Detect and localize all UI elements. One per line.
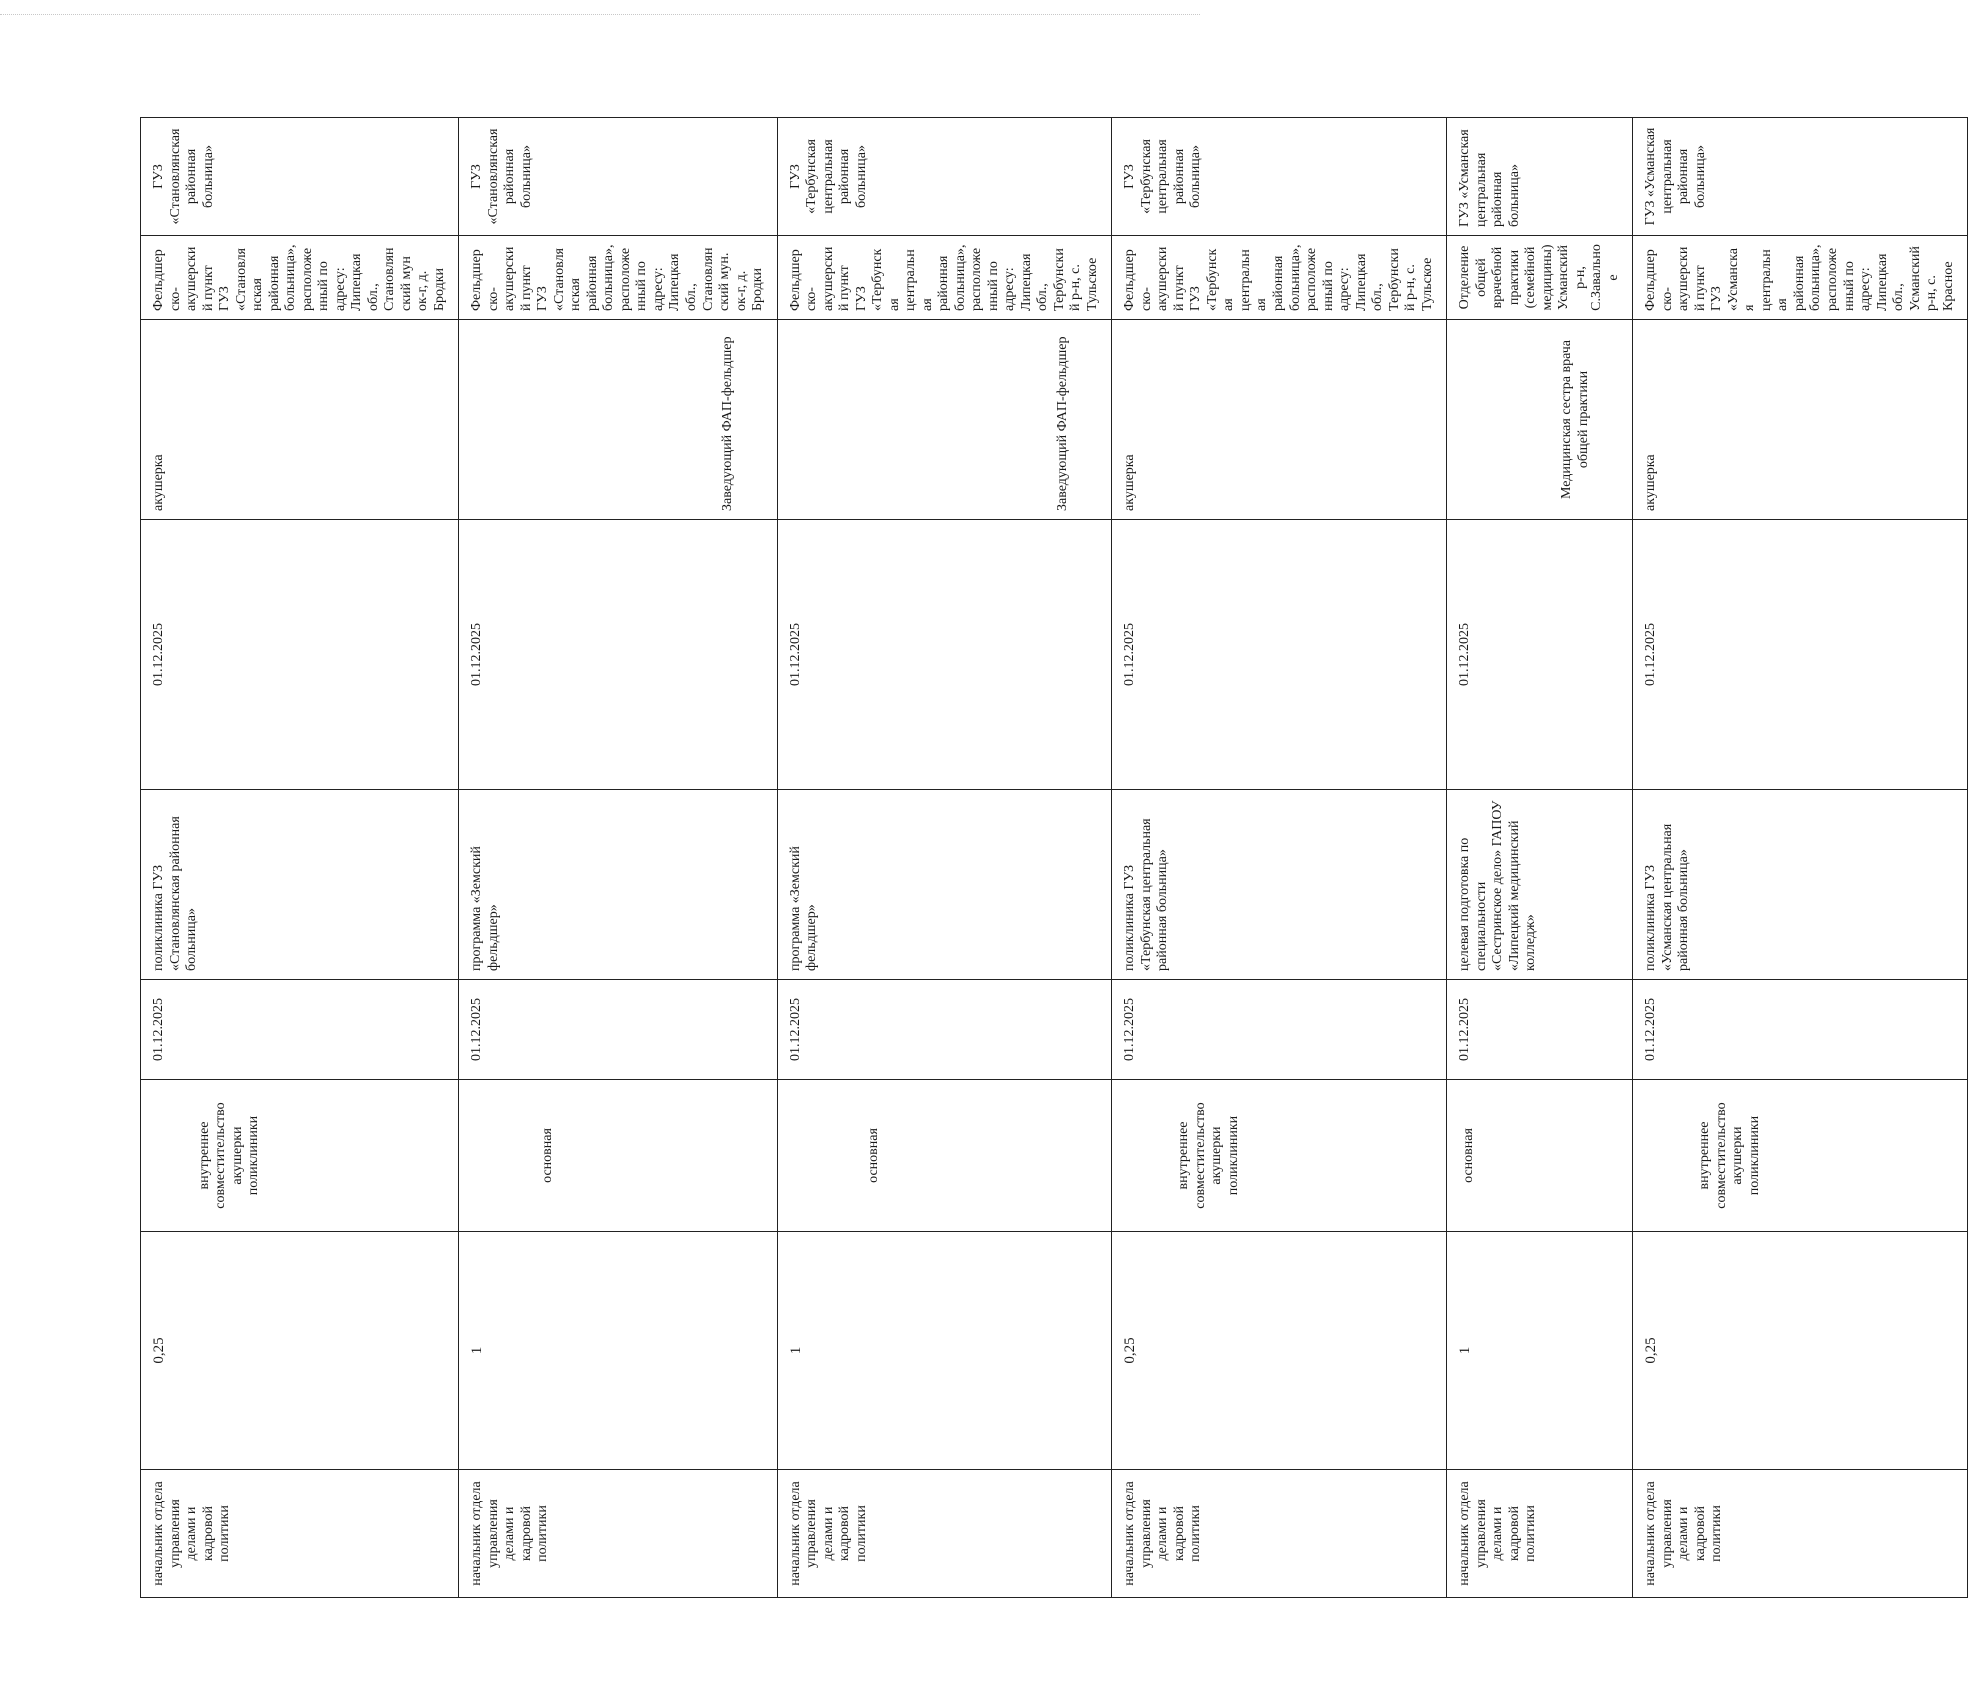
cell-organization [1112,118,1447,236]
cell-program [1633,790,1968,980]
rate-value: 0,25 [1122,1337,1139,1364]
cell-date-to [1112,980,1447,1080]
cell-date-from [777,520,1112,790]
employment-type-text: внутреннее совместительство акушерки поликлиники [1697,1102,1762,1209]
date-to-value: 01.12.2025 [1457,998,1473,1061]
cell-date-to [1633,980,1968,1080]
rotated-page [140,118,1956,1598]
cell-rate [459,1232,777,1470]
cell-date-to [459,980,777,1080]
date-from-value: 01.12.2025 [1643,623,1659,686]
position-text: акушерка [151,454,166,511]
rate-value: 0,25 [1643,1337,1660,1364]
responsible-text: начальник отдела управления делами и кадровой политики [787,1481,869,1586]
program-text: поликлиника ГУЗ «Тербунская центральная районная больница» [1122,818,1171,971]
organization-text: ГУЗ «Тербунская центральная районная больница» [1122,139,1204,214]
cell-responsible [777,1470,1112,1598]
cell-organization [141,118,459,236]
table-row [777,118,1112,1598]
scan-edge-line [0,14,1200,15]
cell-employment-type [141,1080,459,1232]
cell-organization [1447,118,1633,236]
table-row [1447,118,1633,1598]
employment-type-text: основная [539,1128,555,1183]
subdivision-text: Отделение общей врачебной практики (семейной медицины) Усманский р-н, С.Завальное [1457,244,1621,311]
date-from-value: 01.12.2025 [1122,623,1138,686]
position-text: Медицинская сестра врача общей практики [1559,339,1591,500]
cell-program [459,790,777,980]
cell-program [1447,790,1633,980]
responsible-text: начальник отдела управления делами и кадровой политики [1643,1481,1725,1586]
responsible-text: начальник отдела управления делами и кадровой политики [469,1481,551,1586]
date-from-value: 01.12.2025 [469,623,485,686]
employment-type-text: основная [866,1128,882,1183]
date-to-value: 01.12.2025 [1643,998,1659,1061]
responsible-text: начальник отдела управления делами и кадровой политики [1122,1481,1204,1586]
date-to-value: 01.12.2025 [151,998,166,1061]
program-text: программа «Земский фельдшер» [787,846,820,971]
table-area [140,118,1956,1598]
cell-employment-type [1447,1080,1633,1232]
cell-responsible [1447,1470,1633,1598]
cell-employment-type [777,1080,1112,1232]
cell-rate [141,1232,459,1470]
table-row [459,118,777,1598]
cell-employment-type [459,1080,777,1232]
cell-rate [1447,1232,1633,1470]
cell-date-from [141,520,459,790]
vacancy-table [140,117,1968,1598]
organization-text: ГУЗ «Становлянская районная больница» [151,128,216,225]
position-text: акушерка [1643,454,1659,511]
cell-program [777,790,1112,980]
cell-employment-type [1633,1080,1968,1232]
cell-position [141,320,459,520]
organization-text: ГУЗ «Тербунская центральная районная больница» [787,139,869,214]
cell-rate [1112,1232,1447,1470]
organization-text: ГУЗ «Усманская центральная районная больница» [1457,129,1522,227]
cell-date-from [1112,520,1447,790]
cell-organization [777,118,1112,236]
date-from-value: 01.12.2025 [787,623,803,686]
cell-responsible [1633,1470,1968,1598]
cell-organization [459,118,777,236]
rate-value: 1 [469,1346,486,1355]
cell-date-from [1447,520,1633,790]
program-text: поликлиника ГУЗ «Становлянская районная больница» [151,816,200,971]
cell-employment-type [1112,1080,1447,1232]
cell-date-from [459,520,777,790]
cell-subdivision [1112,236,1447,320]
cell-position [1447,320,1633,520]
cell-date-to [777,980,1112,1080]
organization-text: ГУЗ «Усманская центральная районная больница» [1643,127,1708,226]
position-text: акушерка [1122,454,1138,511]
position-text: Заведующий ФАП-фельдшер [1054,336,1070,511]
date-from-value: 01.12.2025 [1457,623,1473,686]
subdivision-text: Фельдшерско-акушерский пункт ГУЗ «Становлянская районная больница», расположенный по адресу: Липецкая обл., Становлянский мун. ок-г, д. Бродки [469,244,766,311]
cell-organization [1633,118,1968,236]
subdivision-text: Фельдшерско-акушерский пункт ГУЗ «Становлянская районная больница», расположенный по адресу: Липецкая обл., Становлянский мун ок-г, д. Бродки [151,244,447,311]
responsible-text: начальник отдела управления делами и кадровой политики [1457,1481,1539,1586]
cell-responsible [1112,1470,1447,1598]
table-row [1633,118,1968,1598]
rate-value: 0,25 [151,1337,167,1364]
employment-type-text: основная [1461,1128,1477,1183]
organization-text: ГУЗ «Становлянская районная больница» [469,128,534,225]
cell-subdivision [777,236,1112,320]
table-row [141,118,459,1598]
cell-responsible [141,1470,459,1598]
cell-date-to [1447,980,1633,1080]
cell-subdivision [459,236,777,320]
cell-date-to [141,980,459,1080]
cell-program [1112,790,1447,980]
table-body [141,118,1968,1598]
date-from-value: 01.12.2025 [151,623,166,686]
date-to-value: 01.12.2025 [469,998,485,1061]
program-text: программа «Земский фельдшер» [469,846,501,971]
cell-responsible [459,1470,777,1598]
subdivision-text: Фельдшерско-акушерский пункт ГУЗ «Тербунская центральная районная больница», расположенный по адресу: Липецкая обл., Тербунский р-н, с. Тульское [787,244,1100,311]
subdivision-text: Фельдшерско-акушерский пункт ГУЗ «Усманская центральная районная больница», расположенный по адресу: Липецкая обл., Усманский р-н, с. Красное [1643,244,1956,311]
cell-position [1112,320,1447,520]
cell-position [777,320,1112,520]
cell-date-from [1633,520,1968,790]
cell-subdivision [141,236,459,320]
cell-rate [777,1232,1112,1470]
date-to-value: 01.12.2025 [1122,998,1138,1061]
responsible-text: начальник отдела управления делами и кадровой политики [151,1481,233,1586]
cell-subdivision [1447,236,1633,320]
employment-type-text: внутреннее совместительство акушерки поликлиники [1176,1102,1241,1209]
cell-position [459,320,777,520]
program-text: поликлиника ГУЗ «Усманская центральная районная больница» [1643,823,1692,971]
employment-type-text: внутреннее совместительство акушерки поликлиники [196,1102,262,1209]
date-to-value: 01.12.2025 [787,998,803,1061]
rate-value: 1 [787,1346,804,1355]
position-text: Заведующий ФАП-фельдшер [720,336,736,511]
subdivision-text: Фельдшерско-акушерский пункт ГУЗ «Тербунская центральная районная больница», расположенный по адресу: Липецкая обл., Тербунский р-н, с. Тульское [1122,244,1435,311]
cell-rate [1633,1232,1968,1470]
cell-subdivision [1633,236,1968,320]
table-row [1112,118,1447,1598]
rate-value: 1 [1457,1346,1474,1355]
program-text: целевая подготовка по специальности «Сестринское дело» ГАПОУ «Липецкий медицинский колледж» [1457,800,1539,971]
cell-program [141,790,459,980]
cell-position [1633,320,1968,520]
